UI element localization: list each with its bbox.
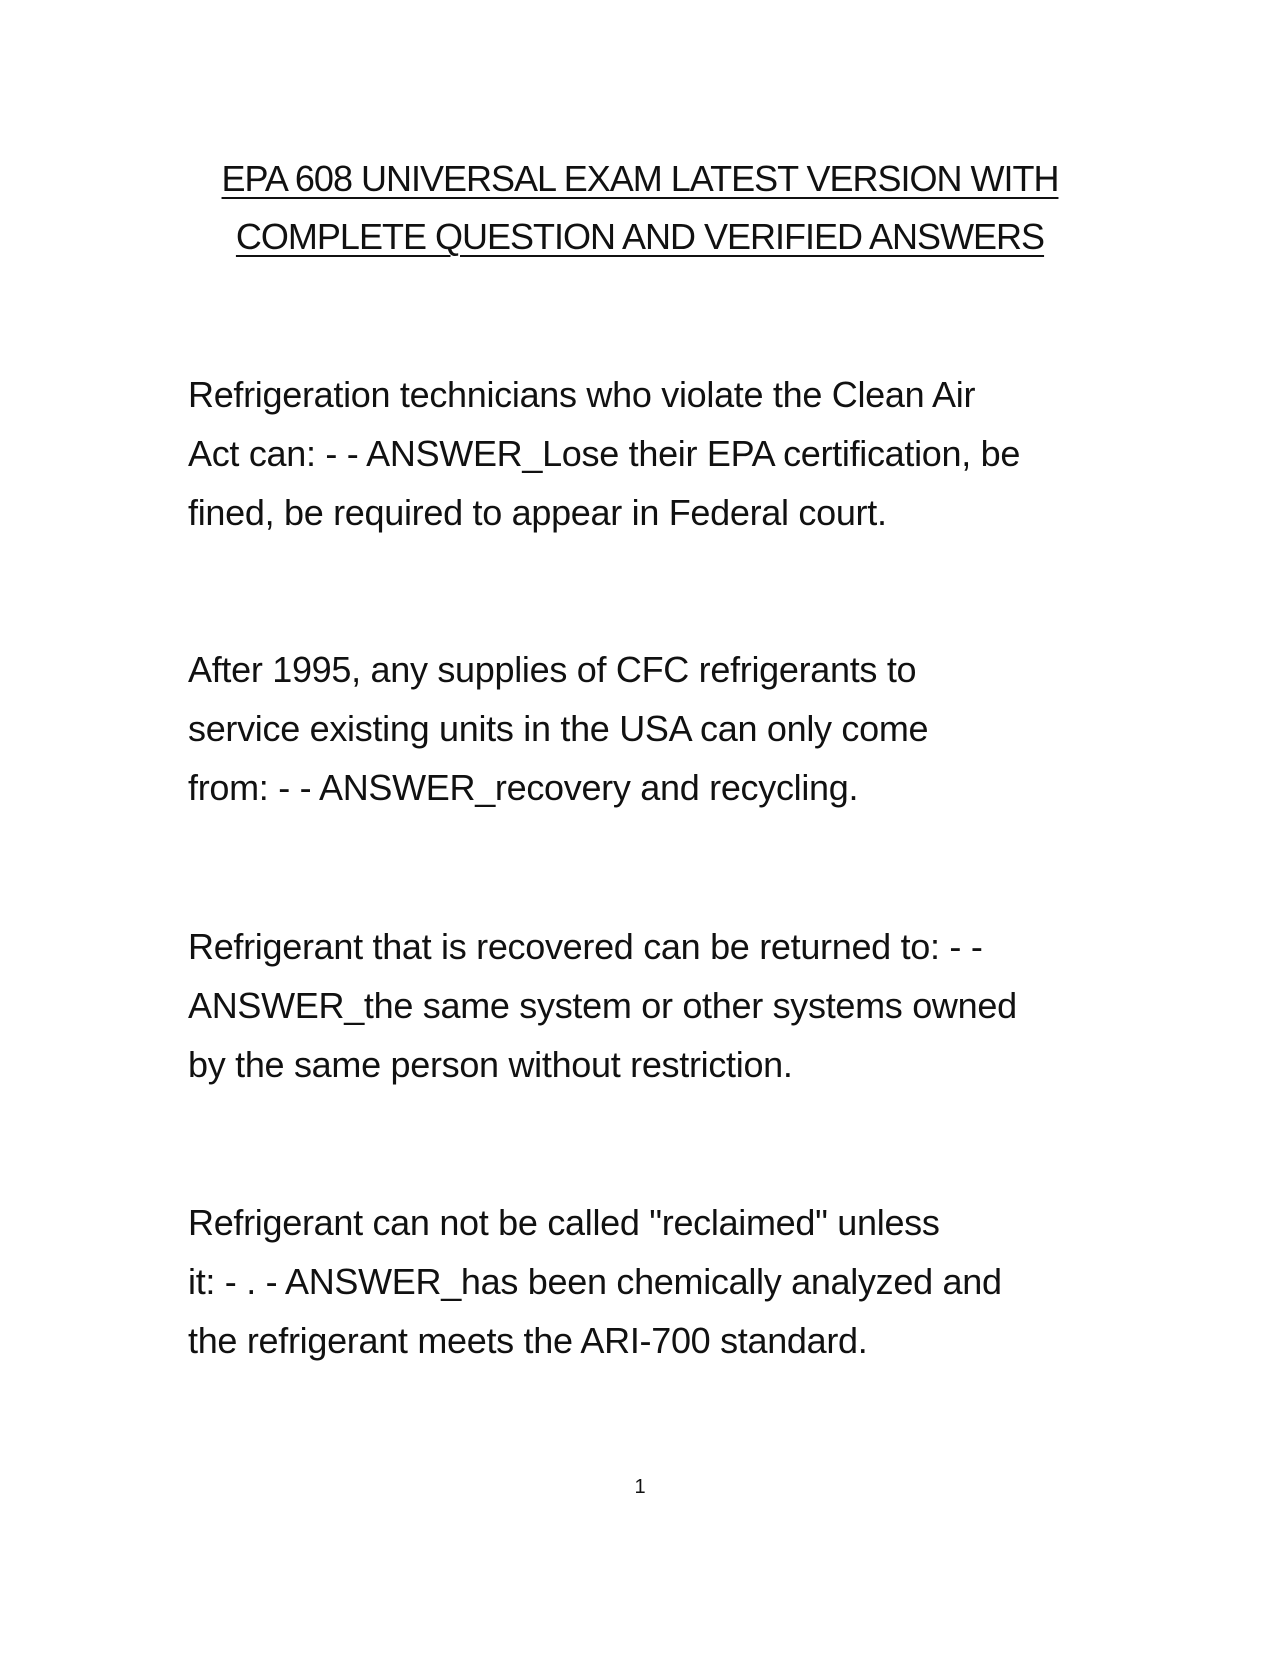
question-answer-1: [188, 365, 1088, 542]
qa-2-line-3: from: - - ANSWER_recovery and recycling.: [188, 767, 859, 808]
page-number: 1: [634, 1476, 646, 1498]
qa-2-line-1: After 1995, any supplies of CFC refrigerants to: [188, 649, 917, 690]
document-title: [170, 150, 1110, 266]
qa-3-line-3: by the same person without restriction.: [188, 1044, 793, 1085]
qa-2-line-2: service existing units in the USA can only come: [188, 708, 929, 749]
qa-1-line-3: fined, be required to appear in Federal court.: [188, 492, 887, 533]
title-line-2-wrap: [170, 208, 1110, 266]
question-answer-2: [188, 640, 1088, 817]
title-line-1: EPA 608 UNIVERSAL EXAM LATEST VERSION WITH: [221, 158, 1059, 199]
question-answer-4: [188, 1193, 1088, 1370]
qa-3-line-2: ANSWER_the same system or other systems owned: [188, 985, 1017, 1026]
qa-4-line-2: it: - . - ANSWER_has been chemically analyzed and: [188, 1261, 1002, 1302]
qa-3-line-1: Refrigerant that is recovered can be returned to: - -: [188, 926, 983, 967]
qa-4-line-1: Refrigerant can not be called "reclaimed" unless: [188, 1202, 940, 1243]
qa-1-line-2: Act can: - - ANSWER_Lose their EPA certification, be: [188, 433, 1021, 474]
title-line-1-wrap: [170, 150, 1110, 208]
qa-4-line-3: the refrigerant meets the ARI-700 standard.: [188, 1320, 868, 1361]
qa-1-line-1: Refrigeration technicians who violate the Clean Air: [188, 374, 976, 415]
title-line-2: COMPLETE QUESTION AND VERIFIED ANSWERS: [235, 216, 1045, 257]
question-answer-3: [188, 917, 1088, 1094]
